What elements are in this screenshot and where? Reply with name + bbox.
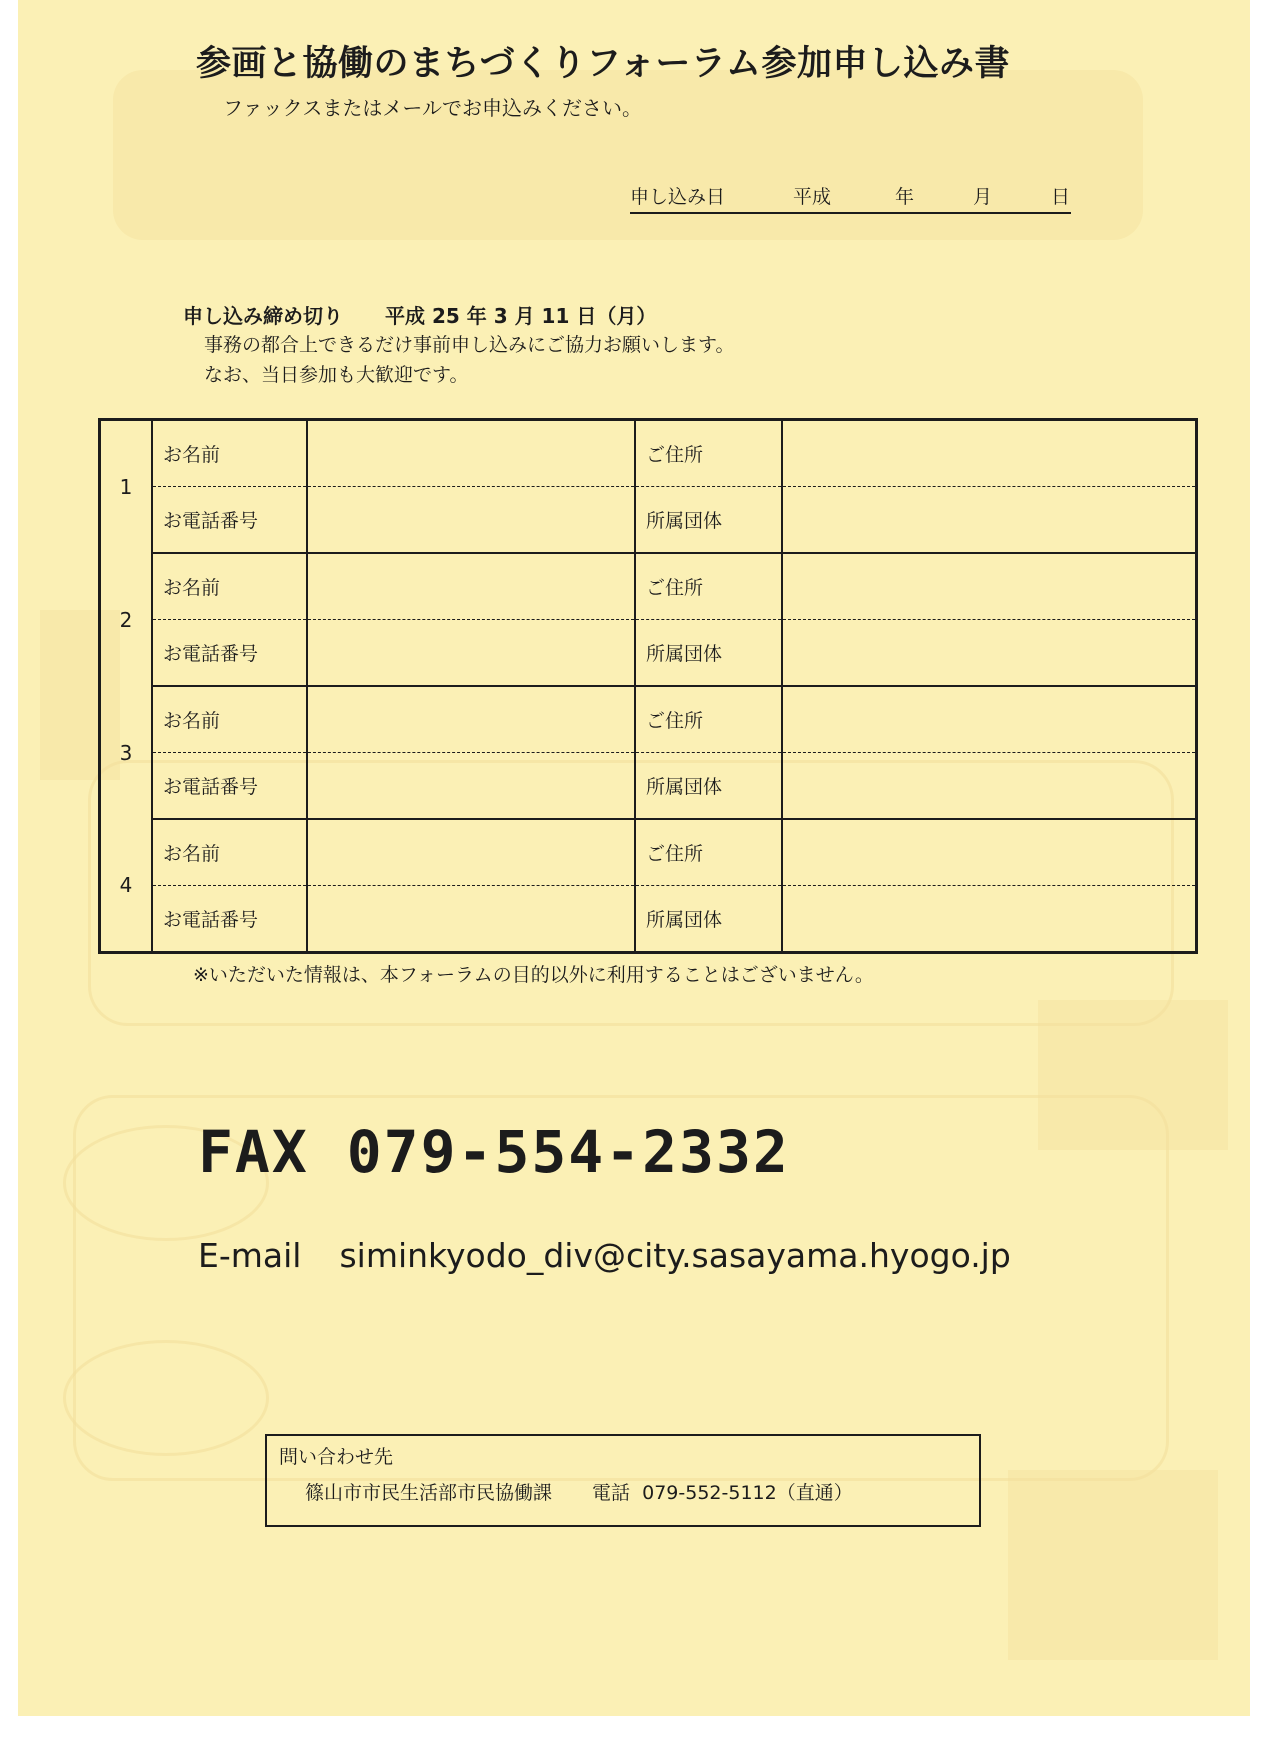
application-date-era: 平成 xyxy=(793,186,832,208)
organization-field[interactable] xyxy=(782,753,1197,820)
email-line xyxy=(198,1236,1011,1275)
address-field[interactable] xyxy=(782,686,1197,753)
table-row xyxy=(100,553,1197,620)
application-date-label: 申し込み日 xyxy=(630,186,726,208)
form-sheet xyxy=(18,0,1250,1716)
phone-field[interactable] xyxy=(307,620,635,687)
organization-label: 所属団体 xyxy=(635,487,782,554)
contact-department: 篠山市市民生活部市民協働課 xyxy=(305,1482,553,1504)
application-date-line xyxy=(630,182,1071,214)
address-label: ご住所 xyxy=(635,819,782,886)
entry-number: 4 xyxy=(100,819,153,953)
address-field[interactable] xyxy=(782,420,1197,487)
phone-label: お電話番号 xyxy=(152,620,307,687)
organization-label: 所属団体 xyxy=(635,620,782,687)
fax-line xyxy=(198,1118,790,1186)
application-date-month-unit: 月 xyxy=(973,186,993,208)
deadline-note-1: 事務の都合上できるだけ事前申し込みにご協力お願いします。 xyxy=(204,334,735,356)
phone-field[interactable] xyxy=(307,487,635,554)
organization-label: 所属団体 xyxy=(635,886,782,953)
address-label: ご住所 xyxy=(635,553,782,620)
application-date-year-unit: 年 xyxy=(895,186,915,208)
address-label: ご住所 xyxy=(635,420,782,487)
organization-label: 所属団体 xyxy=(635,753,782,820)
fax-number: 079-554-2332 xyxy=(346,1118,790,1186)
phone-label: お電話番号 xyxy=(152,487,307,554)
table-row xyxy=(100,686,1197,753)
application-date-day-unit: 日 xyxy=(1051,186,1071,208)
page-title: 参画と協働のまちづくりフォーラム参加申し込み書 xyxy=(196,44,1011,84)
table-row xyxy=(100,420,1197,487)
entry-number: 2 xyxy=(100,553,153,686)
organization-field[interactable] xyxy=(782,620,1197,687)
ghost-block-right-2 xyxy=(1008,1470,1218,1660)
contact-body xyxy=(305,1478,853,1505)
contact-phone: 079-552-5112（直通） xyxy=(642,1482,853,1504)
contact-phone-label: 電話 xyxy=(592,1482,631,1504)
organization-field[interactable] xyxy=(782,487,1197,554)
application-table xyxy=(98,418,1198,954)
privacy-disclaimer: ※いただいた情報は、本フォーラムの目的以外に利用することはございません。 xyxy=(193,964,874,986)
address-label: ご住所 xyxy=(635,686,782,753)
phone-field[interactable] xyxy=(307,753,635,820)
table-row xyxy=(100,753,1197,820)
email-address[interactable]: siminkyodo_div@city.sasayama.hyogo.jp xyxy=(339,1236,1011,1275)
email-label: E-mail xyxy=(198,1236,302,1275)
name-field[interactable] xyxy=(307,553,635,620)
name-label: お名前 xyxy=(152,553,307,620)
deadline-date: 平成 25 年 3 月 11 日（月） xyxy=(385,304,657,328)
phone-label: お電話番号 xyxy=(152,753,307,820)
entry-number: 3 xyxy=(100,686,153,819)
deadline-label: 申し込み締め切り xyxy=(183,304,343,328)
deadline xyxy=(183,300,656,329)
contact-box xyxy=(265,1434,981,1527)
address-field[interactable] xyxy=(782,553,1197,620)
name-field[interactable] xyxy=(307,420,635,487)
entry-number: 1 xyxy=(100,420,153,554)
phone-field[interactable] xyxy=(307,886,635,953)
name-field[interactable] xyxy=(307,819,635,886)
table-row xyxy=(100,886,1197,953)
contact-heading: 問い合わせ先 xyxy=(279,1446,394,1468)
ghost-oval-2 xyxy=(63,1340,269,1456)
name-field[interactable] xyxy=(307,686,635,753)
page-subtitle: ファックスまたはメールでお申込みください。 xyxy=(223,96,642,120)
table-row xyxy=(100,620,1197,687)
address-field[interactable] xyxy=(782,819,1197,886)
deadline-note-2: なお、当日参加も大歓迎です。 xyxy=(204,364,469,386)
name-label: お名前 xyxy=(152,819,307,886)
name-label: お名前 xyxy=(152,420,307,487)
phone-label: お電話番号 xyxy=(152,886,307,953)
name-label: お名前 xyxy=(152,686,307,753)
table-row xyxy=(100,487,1197,554)
table-row xyxy=(100,819,1197,886)
organization-field[interactable] xyxy=(782,886,1197,953)
fax-label: FAX xyxy=(198,1118,309,1186)
